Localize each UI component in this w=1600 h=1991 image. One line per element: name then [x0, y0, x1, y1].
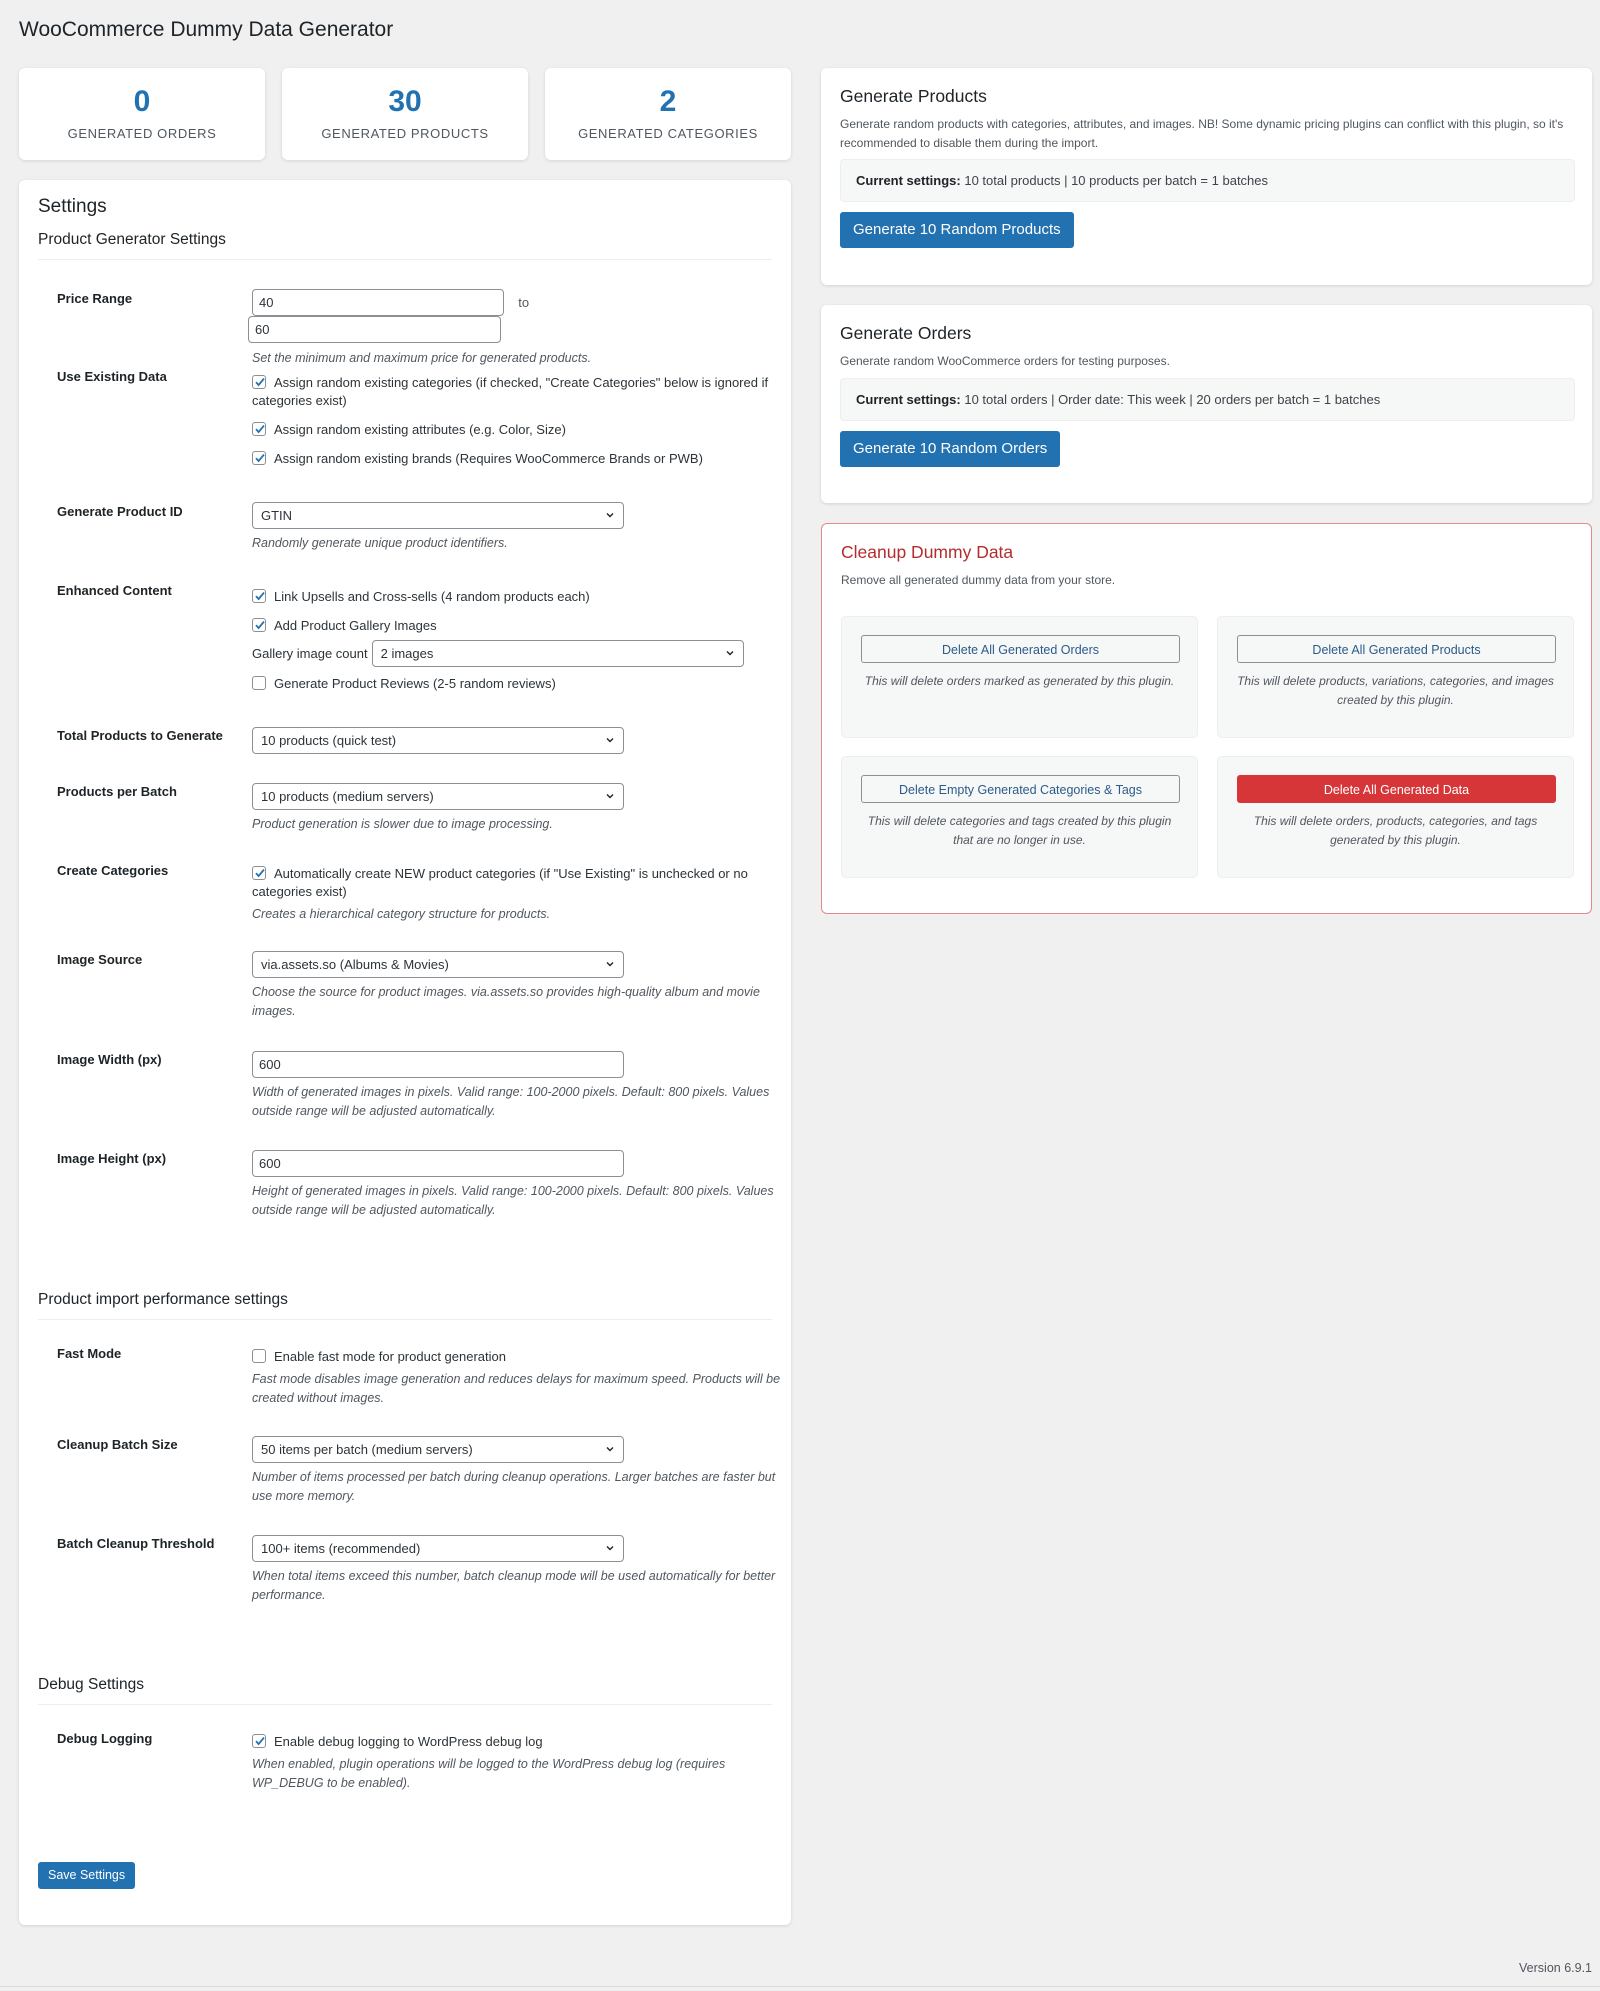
create-categories-label: Create Categories [57, 863, 169, 878]
current-settings-value: 10 total orders | Order date: This week | 20 orders per batch = 1 batches [964, 392, 1381, 407]
cleanup-threshold-label: Batch Cleanup Threshold [57, 1536, 215, 1551]
cleanup-batch-size-control [252, 1436, 777, 1506]
generate-orders-current-settings [840, 378, 1575, 421]
cleanup-batch-size-description: Number of items processed per batch during cleanup operations. Larger batches are faster but use more memory. [252, 1470, 776, 1503]
image-source-description: Choose the source for product images. via.assets.so provides high-quality album and movie images. [252, 985, 760, 1018]
image-height-control [252, 1150, 782, 1220]
current-settings-value: 10 total products | 10 products per batch = 1 batches [964, 173, 1269, 188]
cleanup-categories-tile [841, 756, 1198, 878]
use-existing-brands-option[interactable] [252, 450, 812, 468]
gallery-count-label: Gallery image count [252, 646, 368, 661]
stat-card-categories [545, 68, 791, 160]
select-value: 50 items per batch (medium servers) [261, 1442, 473, 1457]
checkmark-icon [253, 589, 267, 603]
product-id-label: Generate Product ID [57, 504, 183, 519]
chevron-down-icon [605, 510, 615, 520]
select-value: 10 products (quick test) [261, 733, 397, 748]
chevron-down-icon [605, 1444, 615, 1454]
price-min-input[interactable] [252, 289, 504, 316]
product-id-select[interactable] [252, 502, 624, 529]
price-range-label: Price Range [57, 291, 133, 306]
cleanup-batch-size-select[interactable] [252, 1436, 624, 1463]
per-batch-label: Products per Batch [57, 784, 177, 799]
cleanup-panel [821, 523, 1592, 914]
image-width-description: Width of generated images in pixels. Valid range: 100-2000 pixels. Default: 800 pixels. Values outside range will be adjusted automatically. [252, 1085, 770, 1118]
select-value: 10 products (medium servers) [261, 789, 434, 804]
per-batch-control [252, 783, 624, 834]
generate-orders-button[interactable]: Generate 10 Random Orders [840, 431, 1060, 467]
option-label: Enable fast mode for product generation [274, 1349, 506, 1364]
per-batch-description: Product generation is slower due to image processing. [252, 817, 553, 831]
option-label: Assign random existing attributes (e.g. Color, Size) [274, 422, 566, 437]
select-value: GTIN [261, 508, 293, 523]
fast-mode-description: Fast mode disables image generation and reduces delays for maximum speed. Products will be created without images. [252, 1372, 781, 1405]
fast-mode-label: Fast Mode [57, 1346, 122, 1361]
checkbox-checked[interactable] [252, 618, 266, 632]
generate-products-description: Generate random products with categories, attributes, and images. NB! Some dynamic pricing plugins can conflict with this plugin, so it's recommended to disable them during the import. [840, 117, 1564, 150]
checkmark-icon [253, 618, 267, 632]
image-height-input[interactable] [252, 1150, 624, 1177]
debug-logging-option[interactable] [252, 1733, 782, 1751]
delete-all-data-description: This will delete orders, products, categories, and tags generated by this plugin. [1253, 814, 1538, 847]
chevron-down-icon [605, 791, 615, 801]
current-settings-label: Current settings: [856, 392, 961, 407]
chevron-down-icon [605, 959, 615, 969]
stat-label: GENERATED PRODUCTS [321, 126, 489, 141]
cleanup-all-tile [1217, 756, 1574, 878]
gallery-option[interactable] [252, 617, 792, 635]
delete-products-description: This will delete products, variations, categories, and images created by this plugin. [1237, 674, 1554, 707]
option-label: Assign random existing categories (if checked, "Create Categories" below is ignored if categories exist) [252, 375, 769, 408]
total-products-control [252, 727, 624, 754]
current-settings-label: Current settings: [856, 173, 961, 188]
checkmark-icon [253, 375, 267, 389]
save-settings-button[interactable]: Save Settings [38, 1862, 135, 1889]
stat-value: 2 [659, 85, 677, 118]
stat-value: 30 [388, 85, 422, 118]
generate-products-title: Generate Products [840, 86, 987, 106]
gallery-count-select[interactable] [372, 640, 744, 667]
option-label: Automatically create NEW product categories (if "Use Existing" is unchecked or no categories exist) [252, 866, 748, 899]
checkbox-checked[interactable] [252, 866, 266, 880]
image-source-label: Image Source [57, 952, 143, 967]
generate-products-current-settings [840, 159, 1575, 202]
chevron-down-icon [725, 648, 735, 658]
delete-products-button[interactable]: Delete All Generated Products [1237, 635, 1556, 663]
generate-orders-panel [821, 305, 1592, 503]
stat-label: GENERATED CATEGORIES [578, 126, 758, 141]
gallery-count-row [252, 640, 792, 667]
checkbox-checked[interactable] [252, 451, 266, 465]
delete-categories-tags-description: This will delete categories and tags created by this plugin that are no longer in use. [867, 814, 1172, 847]
create-categories-description: Creates a hierarchical category structure for products. [252, 907, 551, 921]
footer-divider [0, 1986, 1600, 1987]
debug-logging-description: When enabled, plugin operations will be logged to the WordPress debug log (requires WP_DEBUG to be enabled). [252, 1757, 726, 1790]
price-max-input[interactable] [248, 316, 501, 343]
per-batch-select[interactable] [252, 783, 624, 810]
create-categories-control [252, 865, 774, 924]
create-categories-option[interactable] [252, 865, 774, 901]
delete-categories-tags-button[interactable]: Delete Empty Generated Categories & Tags [861, 775, 1180, 803]
delete-orders-button[interactable]: Delete All Generated Orders [861, 635, 1180, 663]
product-id-control [252, 502, 624, 553]
cleanup-products-tile [1217, 616, 1574, 738]
image-width-control [252, 1051, 782, 1121]
enhanced-content-label: Enhanced Content [57, 583, 172, 598]
checkbox-checked[interactable] [252, 422, 266, 436]
price-range-control [252, 289, 792, 368]
stat-value: 0 [133, 85, 151, 118]
checkmark-icon [253, 451, 267, 465]
option-label: Assign random existing brands (Requires WooCommerce Brands or PWB) [274, 451, 703, 466]
reviews-option[interactable] [252, 675, 792, 693]
product-id-description: Randomly generate unique product identifiers. [252, 536, 508, 550]
fast-mode-option[interactable] [252, 1348, 782, 1366]
select-value: 2 images [380, 646, 434, 661]
section-performance: Product import performance settings [38, 1291, 772, 1320]
cleanup-batch-size-label: Cleanup Batch Size [57, 1437, 178, 1452]
section-product-generator: Product Generator Settings [38, 231, 772, 260]
generate-orders-title: Generate Orders [840, 323, 972, 343]
cleanup-description: Remove all generated dummy data from your store. [841, 573, 1116, 587]
cleanup-threshold-select[interactable] [252, 1535, 624, 1562]
checkbox-unchecked[interactable] [252, 1349, 266, 1363]
chevron-down-icon [605, 1543, 615, 1553]
debug-logging-label: Debug Logging [57, 1731, 153, 1746]
cleanup-threshold-control [252, 1535, 792, 1605]
section-debug: Debug Settings [38, 1676, 772, 1705]
delete-orders-description: This will delete orders marked as generated by this plugin. [864, 674, 1175, 688]
stat-card-products [282, 68, 528, 160]
cleanup-threshold-description: When total items exceed this number, batch cleanup mode will be used automatically for better performance. [252, 1569, 776, 1602]
image-height-label: Image Height (px) [57, 1151, 167, 1166]
page-title: WooCommerce Dummy Data Generator [19, 18, 394, 41]
use-existing-attributes-option[interactable] [252, 421, 812, 439]
delete-all-data-button[interactable]: Delete All Generated Data [1237, 775, 1556, 803]
debug-logging-control [252, 1733, 782, 1793]
image-width-label: Image Width (px) [57, 1052, 162, 1067]
option-label: Add Product Gallery Images [274, 618, 437, 633]
generate-products-panel [821, 68, 1592, 285]
use-existing-options [252, 374, 812, 468]
use-existing-categories-option[interactable] [252, 374, 812, 410]
total-products-label: Total Products to Generate [57, 728, 223, 743]
fast-mode-control [252, 1348, 782, 1408]
enhanced-content-options [252, 588, 792, 693]
checkbox-unchecked[interactable] [252, 676, 266, 690]
footer-version: Version 6.9.1 [1519, 1961, 1592, 1975]
generate-orders-description: Generate random WooCommerce orders for testing purposes. [840, 354, 1170, 368]
checkbox-checked[interactable] [252, 1734, 266, 1748]
checkmark-icon [253, 1734, 267, 1748]
cleanup-orders-tile [841, 616, 1198, 738]
checkmark-icon [253, 866, 267, 880]
generate-products-button[interactable]: Generate 10 Random Products [840, 212, 1074, 248]
total-products-select[interactable] [252, 727, 624, 754]
settings-panel [19, 180, 791, 1925]
checkmark-icon [253, 422, 267, 436]
image-height-description: Height of generated images in pixels. Valid range: 100-2000 pixels. Default: 800 pixels. Values outside range will be adjusted automatically. [252, 1184, 774, 1217]
price-range-description: Set the minimum and maximum price for generated products. [252, 351, 592, 365]
option-label: Link Upsells and Cross-sells (4 random products each) [274, 589, 590, 604]
settings-title: Settings [38, 196, 107, 217]
option-label: Generate Product Reviews (2-5 random reviews) [274, 676, 556, 691]
stat-label: GENERATED ORDERS [67, 126, 217, 141]
select-value: 100+ items (recommended) [261, 1541, 421, 1556]
image-width-input[interactable] [252, 1051, 624, 1078]
price-range-separator: to [518, 295, 530, 310]
select-value: via.assets.so (Albums & Movies) [261, 957, 449, 972]
stat-card-orders [19, 68, 265, 160]
image-source-control [252, 951, 774, 1021]
use-existing-label: Use Existing Data [57, 369, 167, 384]
chevron-down-icon [605, 735, 615, 745]
image-source-select[interactable] [252, 951, 624, 978]
checkbox-checked[interactable] [252, 589, 266, 603]
option-label: Enable debug logging to WordPress debug log [274, 1734, 543, 1749]
upsells-option[interactable] [252, 588, 792, 606]
cleanup-title: Cleanup Dummy Data [841, 542, 1014, 562]
checkbox-checked[interactable] [252, 375, 266, 389]
